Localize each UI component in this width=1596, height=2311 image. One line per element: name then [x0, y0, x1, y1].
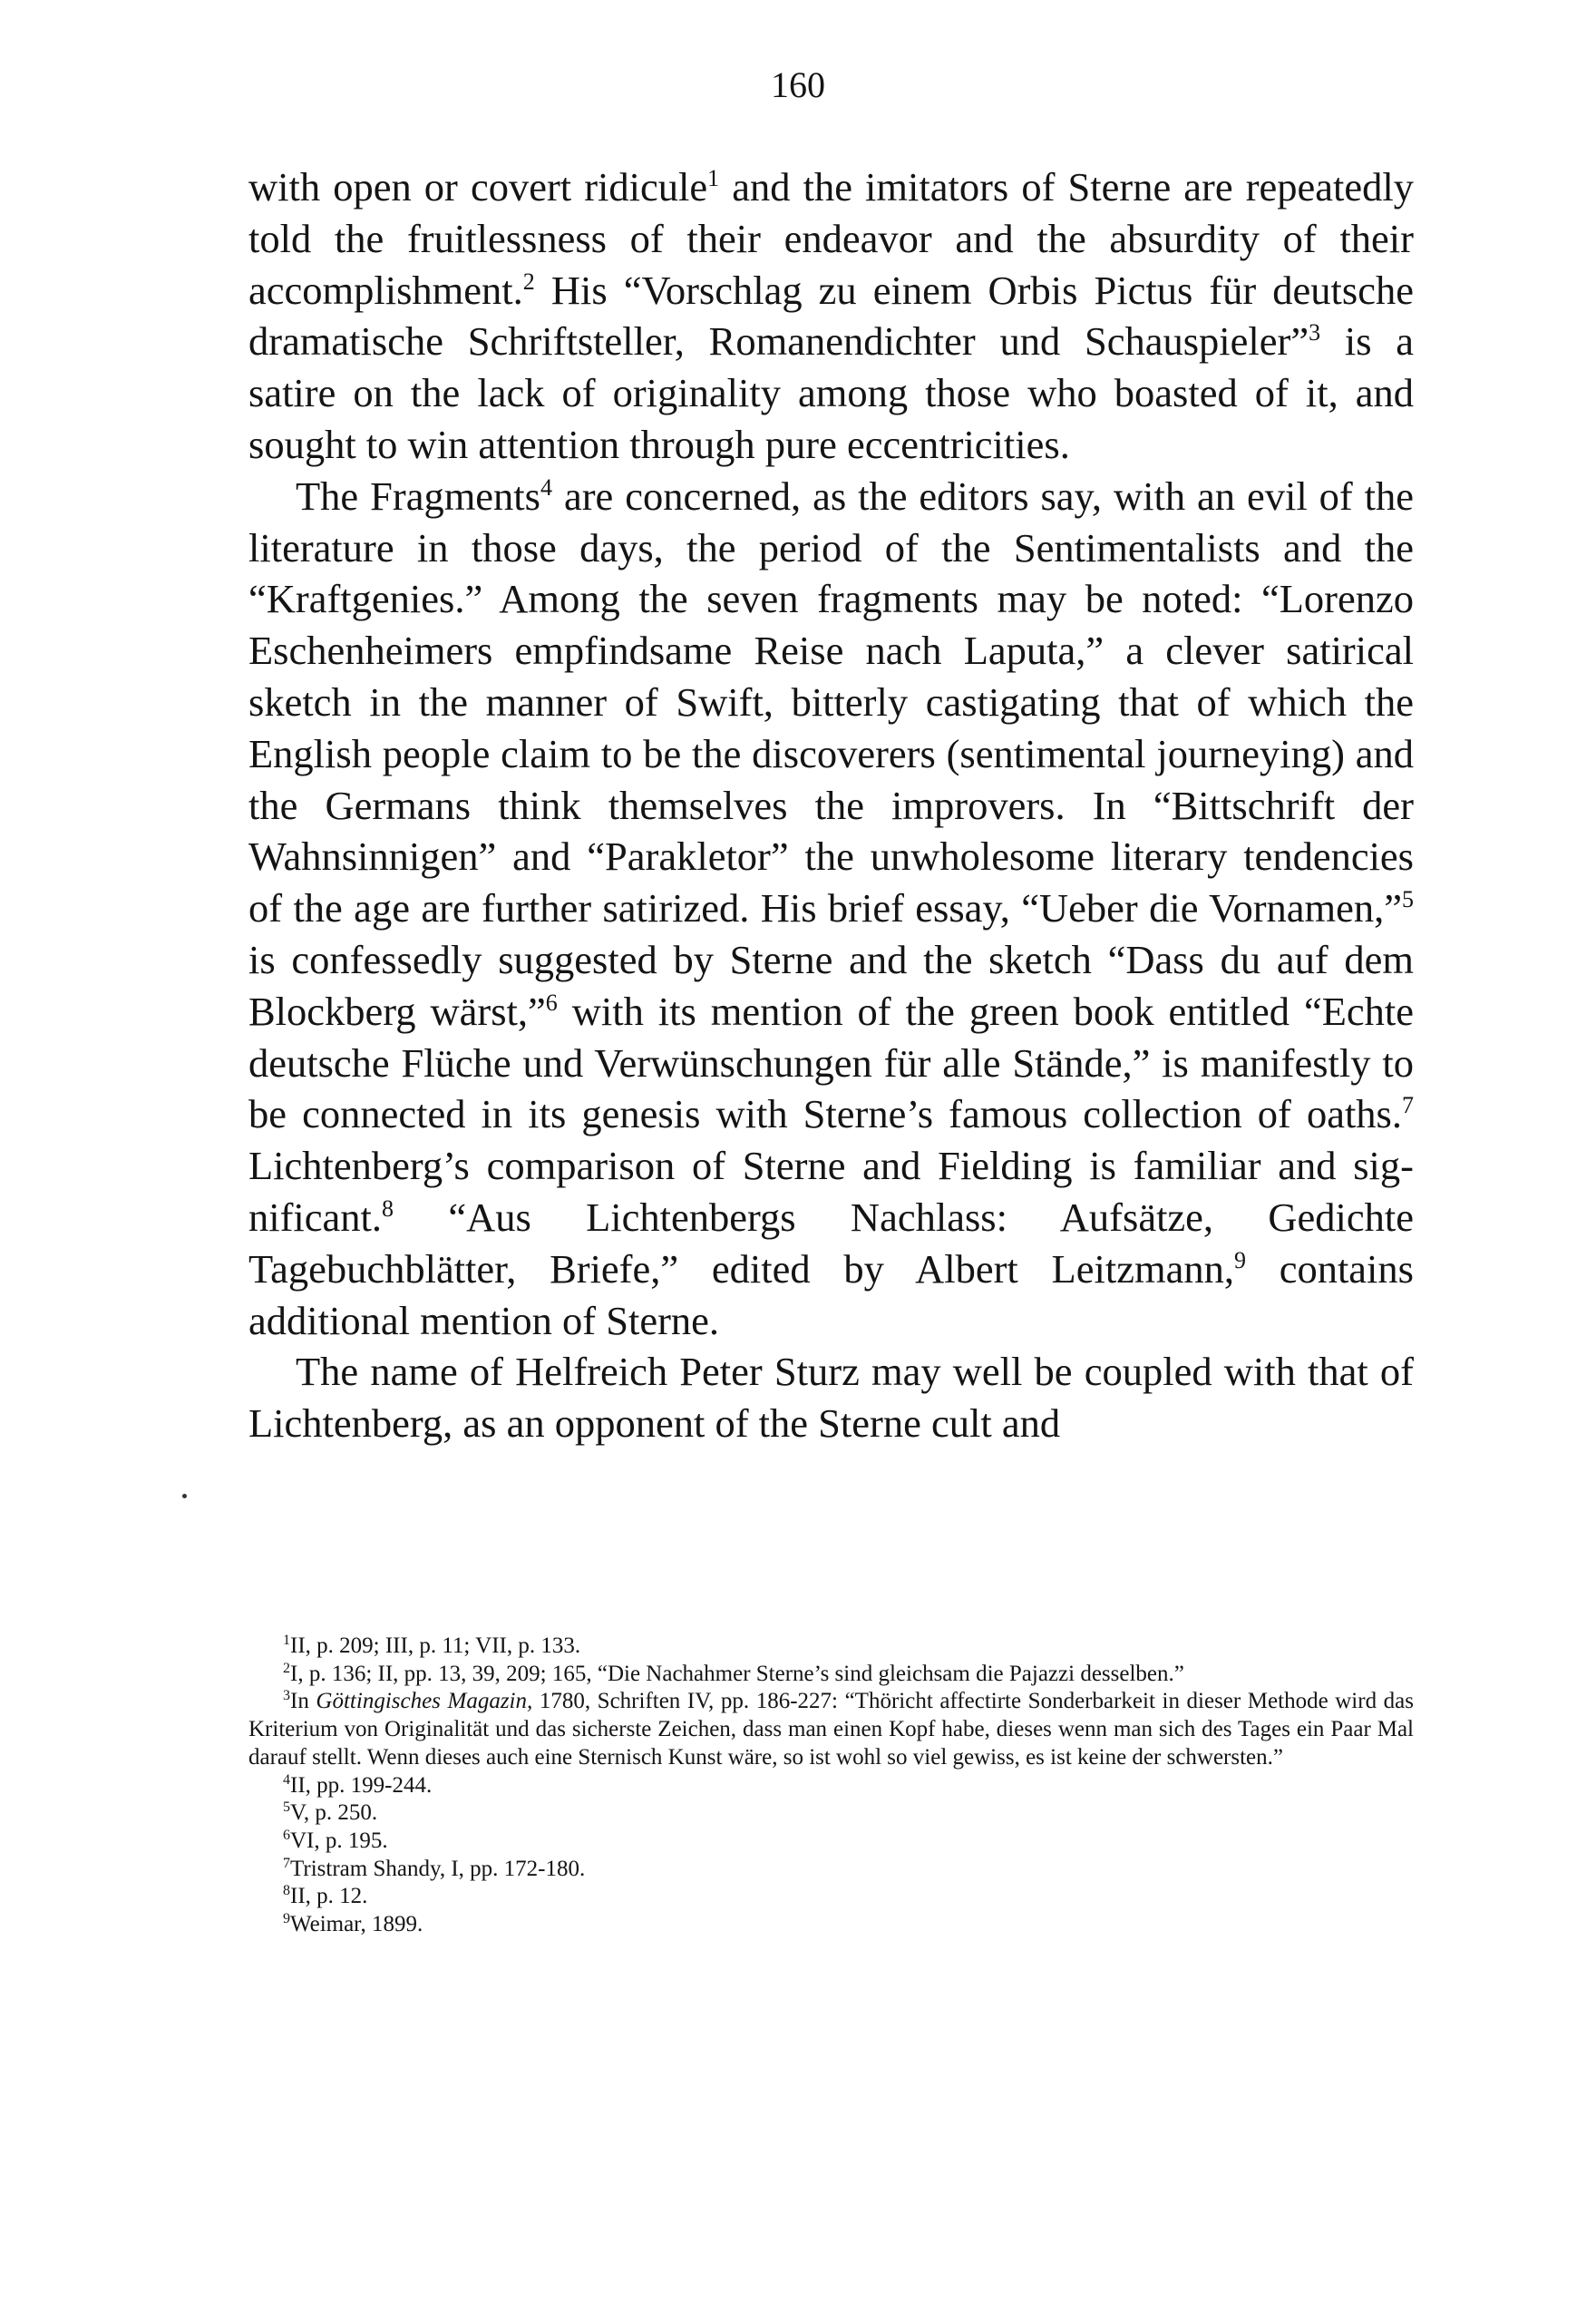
footnote-marker: 6 — [545, 989, 558, 1016]
footnote-4: $^4$II, pp. 199-244. — [283, 1771, 433, 1798]
footnote-marker: 5 — [1402, 886, 1414, 913]
italic-title: Göttingisches Magazin, — [316, 1689, 533, 1714]
paragraph-2: The Fragments$^4$ are concerned, as the editors say, with an evil of the literature in those days, the period of the Sentimentalists and the “Kraftgenies.” Among the seven fragments may be noted: “Lorenzo Eschenheimers empfindsame Reise nach Laputa,” a clever satirical sketch in the manner of Swift, bitterly castigating that of which the English people claim to be the discoverers (sentimental journeying) and the Germans think themselves the improvers. In “Bittschrift der Wahnsinnigen” and “Parakletor” the unwholesome literary tendencies of the age are further satirized. His brief essay, “Ueber die Vornamen,”$^5$ is confessedly suggested by Sterne and the sketch “Dass du auf dem Blockberg wärst,”$^6$ with its mention of the green book entitled “Echte deutsche Flüche und Verwünschungen für alle Stände,” is manifestly to be connected in its genesis with Sterne’s famous collection of oaths.$^7$ Lichtenberg’s comparison of Sterne and Fielding is familiar and significant.$^8$ “Aus Lichtenbergs Nachlass: Aufsätze, Gedichte Tagebuchblätter, Briefe,” edited by Albert Leitzmann,$^9$ contains additional mention of Sterne. — [248, 473, 1415, 1343]
page-number: 160 — [771, 64, 825, 105]
footnote-marker: 9 — [1233, 1246, 1246, 1273]
footnote-marker: 7 — [283, 1855, 290, 1871]
paragraph-3: The name of Helfreich Peter Sturz may well be coupled with that of Lichtenberg, as an opponent of the Sterne cult and — [248, 1349, 1414, 1447]
footnote-marker: 1 — [707, 164, 720, 191]
footnote-5: $^5$V, p. 250. — [283, 1799, 378, 1826]
footnote-3: $^3$In Göttingisches Magazin, 1780, Schriften IV, pp. 186-227: “Thöricht affectirte Sonderbarkeit in dieser Methode wird das Kriterium von Originalität und das sicherste Zeichen, dass man einen Kopf habe, dieses wenn man sich des Tages ein Paar Mal darauf stellt. Wenn dieses auch eine Sternisch Kunst wäre, so ist wohl so viel gewiss, es ist keine der schwersten.” — [248, 1688, 1414, 1770]
margin-speck — [182, 1494, 187, 1498]
body-text — [248, 161, 1414, 1449]
footnote-6: $^6$VI, p. 195. — [283, 1828, 388, 1853]
footnote-marker: 2 — [522, 268, 535, 295]
paragraph-1: with open or covert ridicule$^1$ and the imitators of Sterne are repeatedly told the fruitlessness of their endeavor and the absurdity of their accomplishment.$^2$ His “Vorschlag zu einem Orbis Pictus für deutsche dramatische Schriftsteller, Romanendichter und Schauspieler”$^3$ is a satire on the lack of originality among those who boasted of it, and sought to win attention through pure eccentricities. — [248, 164, 1415, 467]
footnote-marker: 1 — [283, 1633, 290, 1649]
footnote-1: $^1$II, p. 209; III, p. 11; VII, p. 133. — [283, 1633, 581, 1658]
footnote-8: $^8$II, p. 12. — [283, 1883, 368, 1909]
footnote-marker: 2 — [283, 1660, 290, 1676]
footnote-9: $^9$Weimar, 1899. — [283, 1911, 423, 1937]
footnote-marker: 3 — [283, 1688, 290, 1704]
footnote-marker: 5 — [283, 1799, 290, 1816]
footnote-marker: 7 — [1402, 1092, 1414, 1119]
footnote-2: $^2$I, p. 136; II, pp. 13, 39, 209; 165, “Die Nachahmer Sterne’s sind gleichsam die Pajazzi desselben.” — [283, 1660, 1184, 1686]
footnote-marker: 8 — [283, 1883, 290, 1899]
footnote-marker: 4 — [540, 473, 552, 501]
footnote-marker: 9 — [283, 1911, 290, 1927]
footnote-marker: 4 — [283, 1771, 290, 1788]
footnotes — [248, 1633, 1414, 1939]
footnote-marker: 6 — [283, 1828, 290, 1844]
footnote-marker: 8 — [382, 1195, 394, 1222]
footnote-marker: 3 — [1309, 319, 1321, 346]
footnote-7: $^7$Tristram Shandy, I, pp. 172-180. — [283, 1855, 586, 1881]
